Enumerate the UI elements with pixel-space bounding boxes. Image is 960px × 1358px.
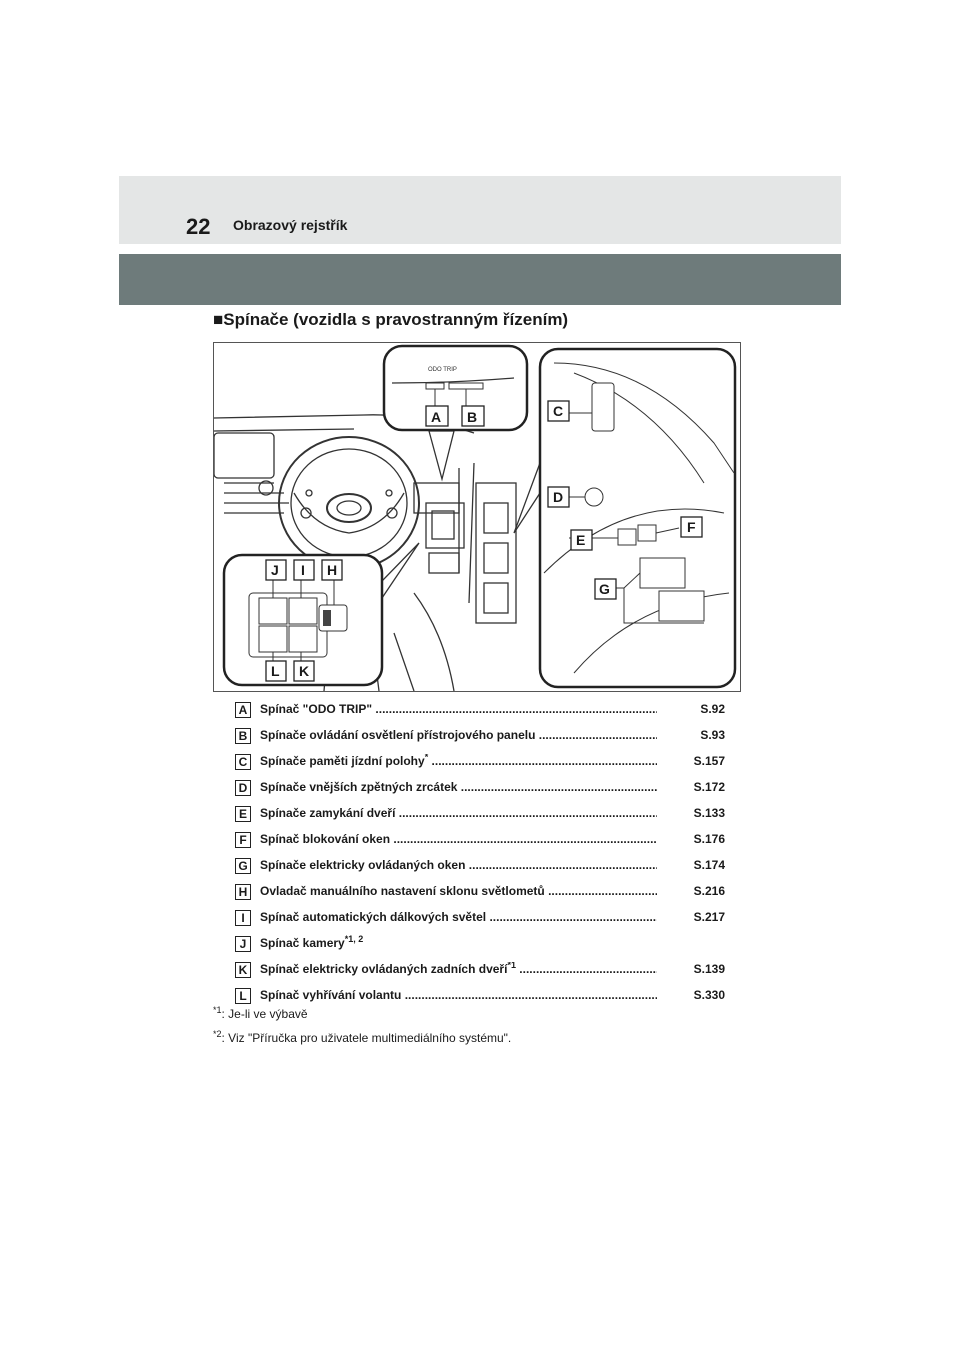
- legend-letter: H: [235, 884, 251, 900]
- legend-letter: F: [235, 832, 251, 848]
- legend-row: [235, 983, 725, 1009]
- footnotes: [213, 1007, 511, 1055]
- callout-k: K: [299, 663, 310, 679]
- legend-label: Ovladač manuálního nastavení sklonu světlometů .....: [260, 884, 657, 898]
- legend-row: [235, 749, 725, 775]
- legend-label: Spínač elektricky ovládaných zadních dveří$^{*1}$ .....: [260, 962, 657, 976]
- footnote: $^{*2}$: Viz "Příručka pro uživatele multimediálního systému".: [213, 1029, 512, 1045]
- legend-letter: G: [235, 858, 251, 874]
- legend-row: [235, 931, 725, 957]
- odo-trip-label: ODO TRIP: [428, 367, 457, 373]
- legend-row: [235, 775, 725, 801]
- callout-i: I: [301, 562, 305, 578]
- legend-page-link[interactable]: S.93: [700, 728, 725, 742]
- chapter-title: Obrazový rejstřík: [233, 217, 348, 233]
- legend-label: Spínač vyhřívání volantu .....: [260, 988, 657, 1002]
- legend-letter: E: [235, 806, 251, 822]
- legend-letter: A: [235, 702, 251, 718]
- legend-row: [235, 957, 725, 983]
- legend-label: Spínač kamery$^{*1, 2}$: [260, 934, 364, 950]
- callout-l: L: [271, 663, 280, 679]
- legend-label: Spínače elektricky ovládaných oken .....: [260, 858, 657, 872]
- legend-row: [235, 827, 725, 853]
- callout-j: J: [271, 562, 279, 578]
- legend-page-link[interactable]: S.157: [693, 754, 725, 768]
- callout-b: B: [467, 409, 478, 425]
- legend-page-link[interactable]: S.216: [693, 884, 725, 898]
- legend-letter: K: [235, 962, 251, 978]
- legend-page-link[interactable]: S.92: [700, 702, 725, 716]
- legend-label: Spínače zamykání dveří .....: [260, 806, 657, 820]
- legend-row: [235, 879, 725, 905]
- legend-page-link[interactable]: S.217: [693, 910, 725, 924]
- legend-page-link[interactable]: S.330: [693, 988, 725, 1002]
- legend-letter: D: [235, 780, 251, 796]
- header-band: [119, 176, 841, 244]
- page-number: 22: [186, 214, 211, 239]
- callout-h: H: [327, 562, 338, 578]
- legend-page-link[interactable]: S.133: [693, 806, 725, 820]
- left-switch-inset: [224, 543, 419, 685]
- legend-label: Spínač automatických dálkových světel .....: [260, 910, 657, 924]
- legend-letter: B: [235, 728, 251, 744]
- callout-a: A: [431, 409, 442, 425]
- callout-f: F: [687, 519, 696, 535]
- callout-c: C: [553, 403, 564, 419]
- footnote: $^{*1}$: Je-li ve výbavě: [213, 1005, 308, 1021]
- legend-label: Spínač "ODO TRIP" .....: [260, 702, 657, 716]
- legend-row: [235, 723, 725, 749]
- legend-letter: L: [235, 988, 251, 1004]
- legend-page-link[interactable]: S.176: [693, 832, 725, 846]
- legend-row: [235, 853, 725, 879]
- legend-page-link[interactable]: S.174: [693, 858, 725, 872]
- legend-label: Spínače ovládání osvětlení přístrojového panelu .....: [260, 728, 657, 742]
- legend-letter: C: [235, 754, 251, 770]
- dashboard-illustration: [214, 343, 740, 691]
- legend-letter: J: [235, 936, 251, 952]
- legend-row: [235, 801, 725, 827]
- legend-label: Spínač blokování oken .....: [260, 832, 657, 846]
- section-heading: ■Spínače (vozidla s pravostranným řízením): [213, 310, 569, 329]
- legend-letter: I: [235, 910, 251, 926]
- callout-g: G: [599, 581, 610, 597]
- legend-row: [235, 905, 725, 931]
- legend-label: Spínače paměti jízdní polohy* .....: [260, 754, 657, 768]
- legend-page-link[interactable]: S.139: [693, 962, 725, 976]
- legend-page-link[interactable]: S.172: [693, 780, 725, 794]
- legend-row: [235, 697, 725, 723]
- switch-legend: [235, 697, 725, 1009]
- legend-label: Spínače vnějších zpětných zrcátek .....: [260, 780, 657, 794]
- switch-diagram: [213, 342, 741, 692]
- section-band: [119, 254, 841, 305]
- callout-d: D: [553, 489, 564, 505]
- callout-e: E: [576, 532, 586, 548]
- odo-inset: [384, 346, 527, 479]
- door-switch-inset: [514, 349, 735, 687]
